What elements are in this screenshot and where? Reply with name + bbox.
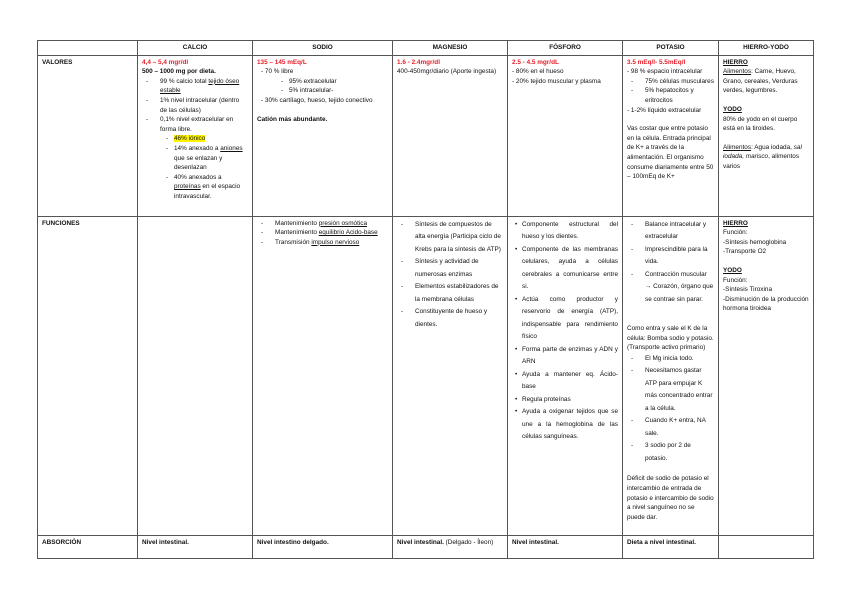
paragraph bbox=[723, 58, 809, 68]
row-header: FUNCIONES bbox=[38, 216, 138, 535]
table-cell bbox=[138, 535, 253, 558]
text-run: 2.5 - 4.5 mgr/dL bbox=[512, 58, 559, 66]
text-run: Elementos estabilizadores de la membrana células bbox=[415, 283, 499, 303]
text-run: presión osmótica bbox=[318, 219, 368, 227]
text-run: -Síntesis hemoglobina bbox=[723, 238, 787, 246]
paragraph bbox=[723, 115, 809, 134]
table-cell bbox=[719, 535, 814, 558]
text-run: Dieta a nivel intestinal. bbox=[627, 538, 696, 546]
text-run: 3.5 mEq/l- 5.5mEq/l bbox=[627, 58, 686, 66]
list-item bbox=[257, 77, 388, 87]
text-run: YODO bbox=[723, 266, 742, 274]
list-item bbox=[257, 86, 388, 96]
list-item bbox=[512, 369, 618, 394]
spacer bbox=[627, 115, 714, 124]
text-run: 40% anexados a bbox=[174, 173, 222, 181]
list-item bbox=[397, 281, 503, 306]
text-run: Imprescindible para la vida. bbox=[645, 245, 708, 266]
list-item bbox=[512, 294, 618, 344]
text-run: Mantenimiento bbox=[275, 219, 319, 227]
text-run: - 70 % libre bbox=[261, 68, 294, 76]
paragraph bbox=[257, 538, 388, 548]
list-item bbox=[512, 394, 618, 407]
text-run: -Disminución de la producción hormona tiroidea bbox=[723, 295, 809, 313]
list-item bbox=[397, 256, 503, 281]
list-item bbox=[627, 440, 714, 465]
text-run: 500 – 1000 mg por dieta. bbox=[142, 68, 216, 76]
text-run: Vas costar que entre potasio en la célula. Entrada principal de K+ a través de la alimentación. El organismo consume diariamente entre 50 – 100mEq de K+ bbox=[627, 125, 714, 181]
row-header: ABSORCIÓN bbox=[38, 535, 138, 558]
table-cell bbox=[508, 55, 623, 216]
list-item bbox=[142, 134, 248, 144]
list-item bbox=[142, 173, 248, 202]
list-item bbox=[142, 144, 248, 173]
table-cell bbox=[719, 55, 814, 216]
spacer bbox=[627, 315, 714, 324]
text-run: Componente estructural del hueso y los dientes. bbox=[522, 220, 618, 241]
list-item bbox=[257, 238, 388, 248]
table-row bbox=[38, 535, 814, 558]
text-run: El Mg inicia todo. bbox=[645, 354, 694, 362]
table-cell bbox=[253, 216, 393, 535]
text-run: - 98 % espacio intracelular bbox=[627, 68, 703, 76]
text-run: 46% iónico bbox=[174, 135, 206, 143]
spacer bbox=[257, 106, 388, 115]
text-run: 5% hepatocitos y eritrocitos bbox=[645, 87, 694, 104]
text-run: Nivel intestinal. bbox=[512, 538, 559, 546]
paragraph bbox=[723, 143, 809, 172]
text-run: - 1-2% líquido extracelular bbox=[627, 106, 702, 114]
paragraph bbox=[257, 58, 388, 68]
text-run: Nivel intestinal. bbox=[142, 538, 189, 546]
paragraph bbox=[397, 538, 503, 548]
paragraph bbox=[512, 77, 618, 87]
paragraph bbox=[627, 106, 714, 116]
paragraph bbox=[257, 115, 388, 125]
text-run: Regula proteínas bbox=[522, 395, 571, 403]
paragraph bbox=[627, 538, 714, 548]
list-item bbox=[257, 228, 388, 238]
paragraph bbox=[627, 124, 714, 182]
text-run: Síntesis y actividad de numerosas enzimas bbox=[415, 258, 479, 278]
spacer bbox=[723, 257, 809, 266]
spacer bbox=[723, 96, 809, 105]
text-run: Componente de las membranas celulares, ayuda a células cerebrales a comunicarse entre si. bbox=[522, 245, 618, 291]
paragraph bbox=[397, 67, 503, 77]
text-run: Actúa como productor y reservorio de energía (ATP), indispensable para rendimiento físico bbox=[522, 295, 618, 341]
paragraph bbox=[257, 96, 388, 106]
column-header bbox=[38, 41, 138, 56]
text-run: - 80% en el hueso bbox=[512, 68, 564, 76]
paragraph bbox=[257, 67, 388, 77]
text-run: Nivel intestinal. bbox=[397, 538, 444, 546]
text-run: Nivel intestino delgado. bbox=[257, 538, 329, 546]
header-row bbox=[38, 41, 814, 56]
list-item bbox=[627, 365, 714, 415]
minerals-table bbox=[37, 40, 814, 559]
text-run: 4,4 – 5,4 mgr/dl bbox=[142, 58, 189, 66]
column-header: CALCIO bbox=[138, 41, 253, 56]
spacer bbox=[723, 134, 809, 143]
paragraph bbox=[723, 67, 809, 96]
paragraph bbox=[627, 58, 714, 68]
text-run: Déficit de sodio de potasio el intercambio de entrada de potasio e intercambio de sodio a nivel sanguíneo no se puede dar. bbox=[627, 475, 714, 521]
text-run: Constituyente de hueso y dientes. bbox=[415, 308, 488, 328]
text-run: Alimentos bbox=[723, 68, 752, 76]
paragraph bbox=[627, 67, 714, 77]
list-item bbox=[512, 244, 618, 294]
list-item bbox=[627, 244, 714, 269]
table-cell bbox=[253, 55, 393, 216]
text-run: Necesitamos gastar ATP para empujar K más concentrado entrar a la célula. bbox=[645, 367, 713, 412]
text-run: tejido óseo estable bbox=[160, 77, 240, 95]
text-run: 14% anexado a bbox=[174, 144, 221, 152]
text-run: Transmisión bbox=[275, 238, 312, 246]
text-run: Cuando K+ entra, NA sale. bbox=[645, 417, 706, 437]
column-header: FÓSFORO bbox=[508, 41, 623, 56]
paragraph bbox=[723, 228, 809, 238]
table-cell bbox=[623, 216, 719, 535]
table-cell bbox=[253, 535, 393, 558]
text-run: -Síntesis Tiroxina bbox=[723, 286, 773, 294]
text-run: impulso nervioso bbox=[311, 238, 360, 246]
list-item bbox=[512, 344, 618, 369]
paragraph bbox=[723, 285, 809, 295]
text-run: HIERRO bbox=[723, 58, 748, 66]
list-item bbox=[627, 219, 714, 244]
text-run: Función: bbox=[723, 276, 748, 284]
text-run: 400-450mgr/diario (Aporte ingesta) bbox=[397, 68, 497, 76]
list-item bbox=[257, 219, 388, 229]
spacer bbox=[627, 306, 714, 315]
text-run: Ayuda a oxigenar tejidos que se une a la hemoglobina de las células sanguíneas. bbox=[522, 408, 618, 441]
text-run: Función: bbox=[723, 229, 748, 237]
list-item bbox=[627, 77, 714, 87]
table-cell bbox=[508, 535, 623, 558]
text-run: 5% intracelular- bbox=[289, 87, 334, 95]
paragraph bbox=[723, 219, 809, 229]
text-run: que se enlazan y desenlazan bbox=[174, 154, 223, 172]
text-run: : Agua iodada, bbox=[751, 143, 794, 151]
paragraph bbox=[723, 238, 809, 248]
paragraph bbox=[723, 247, 809, 257]
column-header: SODIO bbox=[253, 41, 393, 56]
paragraph bbox=[723, 276, 809, 286]
text-run: Síntesis de compuestos de alta energía (Participa ciclo de Krebs para la síntesis de ATP) bbox=[415, 220, 501, 253]
paragraph bbox=[723, 266, 809, 276]
text-run: 1.6 - 2.4mgr/dl bbox=[397, 58, 440, 66]
text-run: 99 % calcio total bbox=[160, 77, 209, 85]
text-run: 95% extracelular bbox=[289, 77, 337, 85]
text-run: -Transporte O2 bbox=[723, 248, 767, 256]
column-header: POTASIO bbox=[623, 41, 719, 56]
column-header: HIERRO-YODO bbox=[719, 41, 814, 56]
list-item bbox=[512, 406, 618, 444]
list-item bbox=[142, 96, 248, 115]
table-cell bbox=[393, 535, 508, 558]
table-cell bbox=[138, 216, 253, 535]
text-run: , alimentos varios bbox=[723, 153, 800, 170]
text-run: 0,1% nivel extracelular en forma libre. bbox=[160, 116, 234, 133]
table-row bbox=[38, 216, 814, 535]
row-header: VALORES bbox=[38, 55, 138, 216]
text-run: Contracción muscular → Corazón, órgano que se contrae sin parar. bbox=[645, 270, 714, 303]
text-run: 75% células musculares bbox=[645, 77, 714, 85]
text-run: equilibrio Acido-base bbox=[318, 229, 378, 237]
list-item bbox=[512, 219, 618, 244]
text-run: YODO bbox=[723, 105, 742, 113]
list-item bbox=[142, 115, 248, 134]
text-run: 135 – 145 mEq/L bbox=[257, 58, 307, 66]
text-run: Balance intracelular y extracelular bbox=[645, 220, 707, 241]
text-run: 1% nivel intracelular (dentro de las células) bbox=[160, 96, 240, 114]
list-item bbox=[397, 306, 503, 331]
list-item bbox=[142, 77, 248, 96]
text-run: Como entra y sale el K de la célula: Bomba sodio y potasio. (Transporte activo primario) bbox=[627, 325, 714, 352]
column-header: MAGNESIO bbox=[393, 41, 508, 56]
table-row bbox=[38, 55, 814, 216]
paragraph bbox=[142, 538, 248, 548]
list-item bbox=[627, 86, 714, 105]
list-item bbox=[627, 415, 714, 440]
text-run: proteínas bbox=[174, 183, 201, 191]
text-run: sal iodada, marisco bbox=[723, 143, 802, 161]
text-run: (Delgado - Íleon) bbox=[443, 538, 494, 546]
table-cell bbox=[623, 535, 719, 558]
text-run: 80% de yodo en el cuerpo está en la tiroides. bbox=[723, 115, 798, 133]
text-run: Mantenimiento bbox=[275, 229, 319, 237]
list-item bbox=[397, 219, 503, 257]
text-run: aniones bbox=[220, 144, 243, 152]
paragraph bbox=[142, 58, 248, 68]
text-run: Alimentos bbox=[723, 143, 752, 151]
text-run: Forma parte de enzimas y ADN y ARN bbox=[522, 345, 618, 366]
table-cell bbox=[393, 55, 508, 216]
spacer bbox=[627, 465, 714, 474]
text-run: - 30% cartílago, hueso, tejido conectivo bbox=[261, 96, 373, 104]
table-cell bbox=[508, 216, 623, 535]
text-run: en el espacio intravascular. bbox=[174, 183, 241, 200]
paragraph bbox=[142, 67, 248, 77]
paragraph bbox=[723, 295, 809, 314]
table-cell bbox=[393, 216, 508, 535]
paragraph bbox=[512, 538, 618, 548]
table-cell bbox=[138, 55, 253, 216]
text-run: Catión más abundante. bbox=[257, 115, 328, 123]
text-run: : Carne, Huevo, Grano, cereales, Verduras verdes, legumbres. bbox=[723, 68, 798, 95]
paragraph bbox=[512, 67, 618, 77]
paragraph bbox=[512, 58, 618, 68]
paragraph bbox=[627, 474, 714, 522]
list-item bbox=[627, 269, 714, 307]
table-cell bbox=[719, 216, 814, 535]
text-run: Ayuda a mantener eq. Ácido-base bbox=[522, 370, 618, 391]
table-cell bbox=[623, 55, 719, 216]
paragraph bbox=[397, 58, 503, 68]
paragraph bbox=[723, 105, 809, 115]
text-run: HIERRO bbox=[723, 219, 748, 227]
text-run: 3 sodio por 2 de potasio. bbox=[645, 442, 691, 462]
paragraph bbox=[627, 324, 714, 353]
text-run: - 20% tejido muscular y plasma bbox=[512, 77, 601, 85]
list-item bbox=[627, 353, 714, 366]
